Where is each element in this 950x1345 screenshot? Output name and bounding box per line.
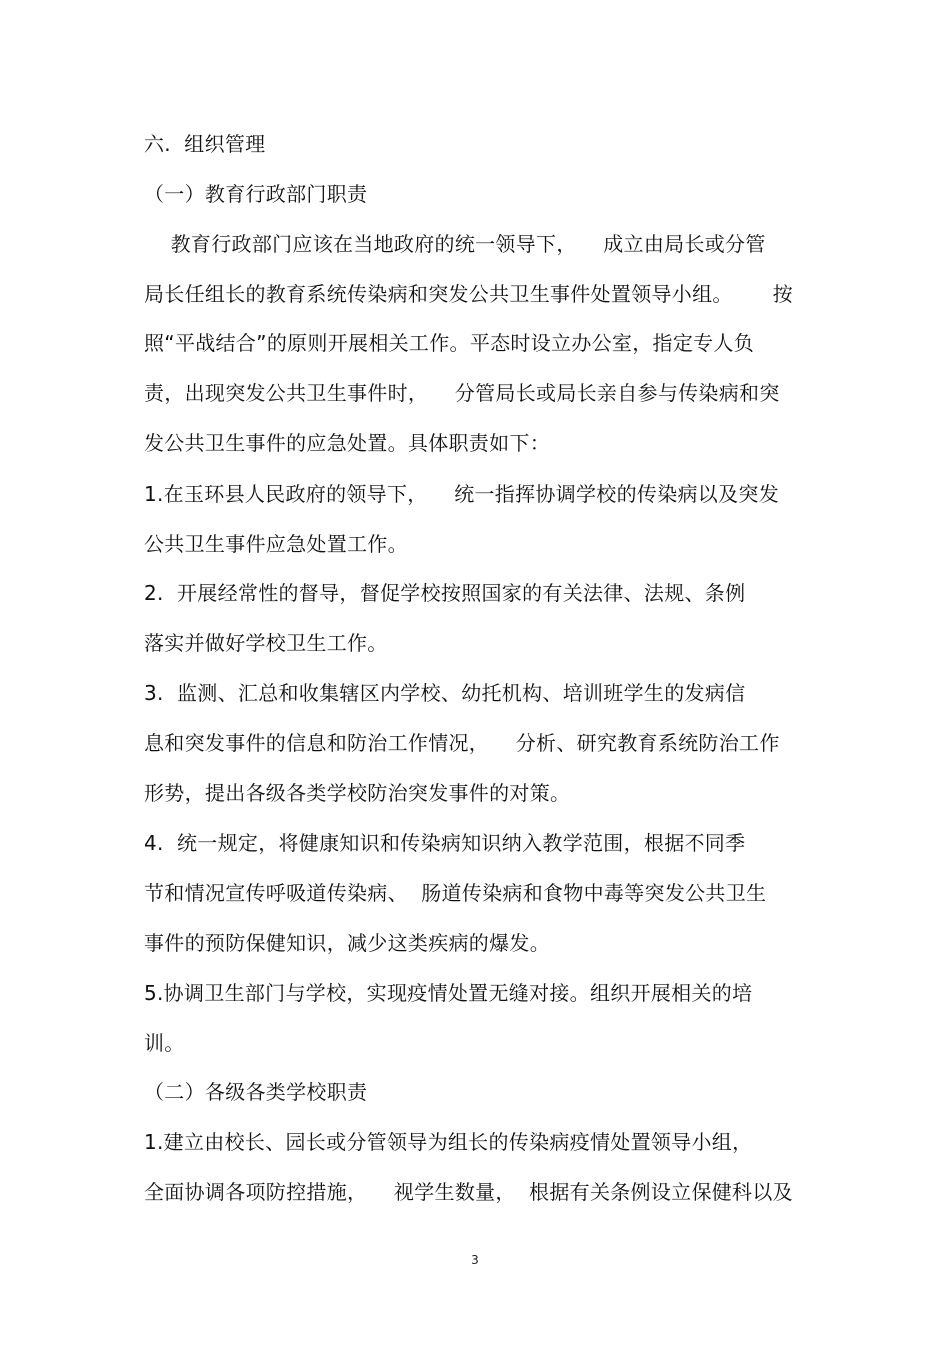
list-item-line: 形势，提出各级各类学校防治突发事件的对策。 (144, 781, 571, 805)
paragraph-line: 局长任组长的教育系统传染病和突发公共卫生事件处置领导小组。 按 (144, 282, 793, 306)
list-item-line: 2. 开展经常性的督导，督促学校按照国家的有关法律、法规、条例 (144, 581, 746, 605)
list-item-line: 1.建立由校长、园长或分管领导为组长的传染病疫情处置领导小组， (144, 1130, 753, 1154)
list-item-line: 息和突发事件的信息和防治工作情况， 分析、研究教育系统防治工作 (144, 731, 780, 755)
list-item-line: 3. 监测、汇总和收集辖区内学校、幼托机构、培训班学生的发病信 (144, 681, 746, 705)
list-item-line: 1.在玉环县人民政府的领导下， 统一指挥协调学校的传染病以及突发 (144, 482, 780, 506)
list-item-line: 4. 统一规定，将健康知识和传染病知识纳入教学范围，根据不同季 (144, 831, 746, 855)
paragraph-line: 责，出现突发公共卫生事件时， 分管局长或局长亲自参与传染病和突 (144, 381, 780, 405)
list-item-line: 公共卫生事件应急处置工作。 (144, 532, 408, 556)
list-item-line: 事件的预防保健知识，减少这类疾病的爆发。 (144, 931, 550, 955)
list-item-line: 落实并做好学校卫生工作。 (144, 631, 388, 655)
list-item-line: 训。 (144, 1031, 185, 1055)
paragraph-line: 照“平战结合”的原则开展相关工作。平态时设立办公室，指定专人负 (144, 331, 755, 355)
list-item-line: 节和情况宣传呼吸道传染病、 肠道传染病和食物中毒等突发公共卫生 (144, 881, 767, 905)
subsection-heading: （一）教育行政部门职责 (144, 182, 368, 206)
paragraph-line: 教育行政部门应该在当地政府的统一领导下， 成立由局长或分管 (144, 232, 766, 256)
list-item-line: 5.协调卫生部门与学校，实现疫情处置无缝对接。组织开展相关的培 (144, 981, 753, 1005)
page-number: 3 (471, 1253, 479, 1267)
section-heading: 六. 组织管理 (144, 132, 266, 156)
list-item-line: 全面协调各项防控措施， 视学生数量， 根据有关条例设立保健科以及 (144, 1180, 793, 1204)
paragraph-line: 发公共卫生事件的应急处置。具体职责如下： (144, 431, 550, 455)
subsection-heading: （二）各级各类学校职责 (144, 1080, 368, 1104)
